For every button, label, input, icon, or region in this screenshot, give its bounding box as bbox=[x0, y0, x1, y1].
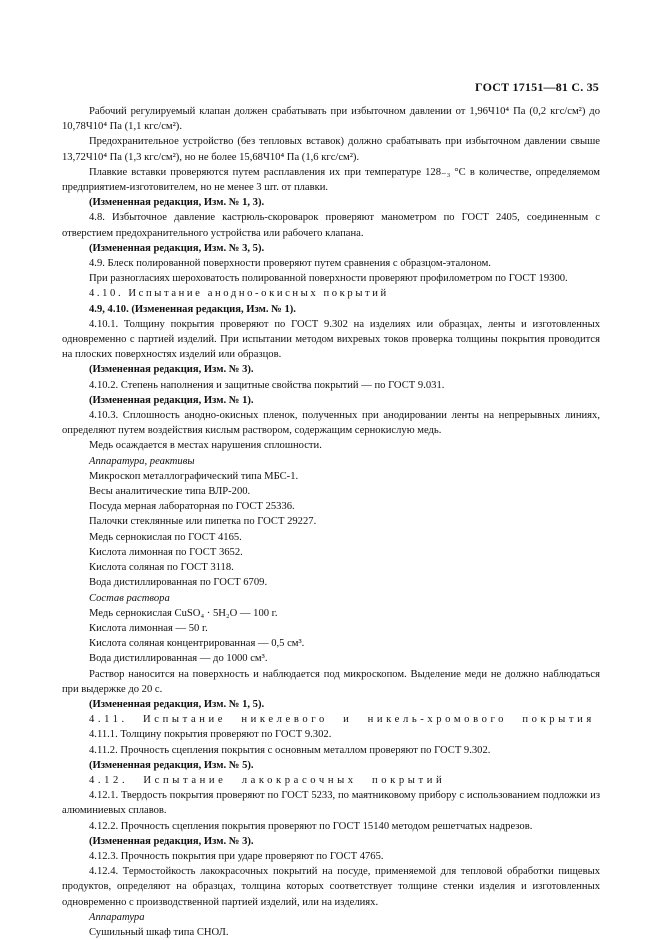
amendment-note: (Измененная редакция, Изм. № 1). bbox=[89, 394, 254, 406]
paragraph: Плавкие вставки проверяются путем расплавления их при температуре 128₋₃ °С в количестве, определяемом предприятием-изготовителем, но не менее 3 шт. от плавки. bbox=[62, 166, 600, 194]
paragraph: 4.12.4. Термостойкость лакокрасочных покрытий на посуде, применяемой для тепловой обработки пищевых продуктов, определяют на образцах, толщина которых соответствует толщине стенки изделия и изготовленных одновременно с производственной партией изделий, или на изделиях. bbox=[62, 866, 600, 908]
paragraph: 4.11.2. Прочность сцепления покрытия с основным металлом проверяют по ГОСТ 9.302. bbox=[89, 744, 491, 756]
paragraph: 4.12.2. Прочность сцепления покрытия проверяют по ГОСТ 15140 методом решетчатых надрезов. bbox=[89, 820, 533, 832]
subheading: Состав раствора bbox=[89, 592, 170, 604]
paragraph: 4.10.1. Толщину покрытия проверяют по ГОСТ 9.302 на изделиях или образцах, ленты и изготовленных одновременно с партией изделий. При испытании методом вихревых токов проверка толщины покрытия проводится на плоских поверхностях изделий или образцов. bbox=[62, 318, 600, 361]
list-item: Кислота лимонная — 50 г. bbox=[89, 622, 208, 634]
amendment-note: (Измененная редакция, Изм. № 1, 3). bbox=[89, 197, 265, 209]
list-item: Кислота соляная по ГОСТ 3118. bbox=[89, 562, 234, 574]
list-item: Кислота лимонная по ГОСТ 3652. bbox=[89, 546, 243, 558]
paragraph: Медь осаждается в местах нарушения сплошности. bbox=[89, 440, 322, 452]
paragraph: 4.11.1. Толщину покрытия проверяют по ГОСТ 9.302. bbox=[89, 729, 332, 741]
paragraph: 4.12.1. Твердость покрытия проверяют по ГОСТ 5233, по маятниковому прибору с использованием подложки из алюминиевых сплавов. bbox=[62, 790, 600, 817]
document-body bbox=[62, 104, 600, 940]
subheading: Аппаратура bbox=[89, 911, 145, 923]
amendment-note: (Измененная редакция, Изм. № 3, 5). bbox=[89, 242, 265, 254]
list-item: Сушильный шкаф типа СНОЛ. bbox=[89, 926, 229, 938]
list-item: Медь сернокислая по ГОСТ 4165. bbox=[89, 531, 242, 543]
list-item: Медь сернокислая CuSO₄ · 5H₂O — 100 г. bbox=[89, 607, 278, 619]
section-heading: 4.12. Испытание лакокрасочных покрытий bbox=[89, 774, 446, 786]
amendment-note: (Измененная редакция, Изм. № 3). bbox=[89, 835, 254, 847]
section-heading: 4.11. Испытание никелевого и никель-хромового покрытия bbox=[89, 714, 595, 726]
paragraph: При разногласиях шероховатость полированной поверхности проверяют профилометром по ГОСТ 19300. bbox=[89, 273, 568, 285]
subheading: Аппаратура, реактивы bbox=[89, 455, 195, 467]
paragraph: 4.8. Избыточное давление кастрюль-скороварок проверяют манометром по ГОСТ 2405, соединенным с отверстием предохранительного устройства или рабочего клапана. bbox=[62, 212, 600, 239]
paragraph: 4.10.2. Степень наполнения и защитные свойства покрытий — по ГОСТ 9.031. bbox=[89, 379, 445, 391]
list-item: Весы аналитические типа ВЛР-200. bbox=[89, 486, 251, 498]
paragraph: Раствор наносится на поверхность и наблюдается под микроскопом. Выделение меди не должно наблюдаться при выдержке до 20 с. bbox=[62, 668, 600, 695]
section-heading: 4.10. Испытание анодно-окисных покрытий bbox=[89, 288, 389, 300]
list-item: Кислота соляная концентрированная — 0,5 см³. bbox=[89, 638, 305, 650]
list-item: Палочки стеклянные или пипетка по ГОСТ 29227. bbox=[89, 516, 317, 528]
amendment-note: (Измененная редакция, Изм. № 3). bbox=[89, 364, 254, 376]
page-header: ГОСТ 17151—81 С. 35 bbox=[475, 80, 599, 94]
amendment-note: (Измененная редакция, Изм. № 5). bbox=[89, 759, 254, 771]
list-item: Посуда мерная лабораторная по ГОСТ 25336. bbox=[89, 501, 295, 513]
paragraph: 4.12.3. Прочность покрытия при ударе проверяют по ГОСТ 4765. bbox=[89, 850, 384, 862]
paragraph: 4.9. Блеск полированной поверхности проверяют путем сравнения с образцом-эталоном. bbox=[89, 258, 491, 270]
list-item: Вода дистиллированная — до 1000 см³. bbox=[89, 653, 268, 665]
amendment-note: 4.9, 4.10. (Измененная редакция, Изм. № 1). bbox=[89, 303, 296, 315]
list-item: Микроскоп металлографический типа МБС-1. bbox=[89, 470, 299, 482]
amendment-note: (Измененная редакция, Изм. № 1, 5). bbox=[89, 698, 265, 710]
paragraph: Предохранительное устройство (без тепловых вставок) должно срабатывать при избыточном давлении свыше 13,72Ч10⁴ Па (1,3 кгс/см²), но не более 15,68Ч10⁴ Па (1,6 кгс/см²). bbox=[62, 136, 600, 163]
paragraph: Рабочий регулируемый клапан должен срабатывать при избыточном давлении от 1,96Ч10⁴ Па (0,2 кгс/см²) до 10,78Ч10⁴ Па (1,1 кгс/см²). bbox=[62, 106, 600, 133]
paragraph: 4.10.3. Сплошность анодно-окисных пленок, полученных при анодировании ленты на непрерывных линиях, определяют путем воздействия кислым раствором, содержащим сернокислую медь. bbox=[62, 410, 600, 437]
list-item: Вода дистиллированная по ГОСТ 6709. bbox=[89, 577, 268, 589]
